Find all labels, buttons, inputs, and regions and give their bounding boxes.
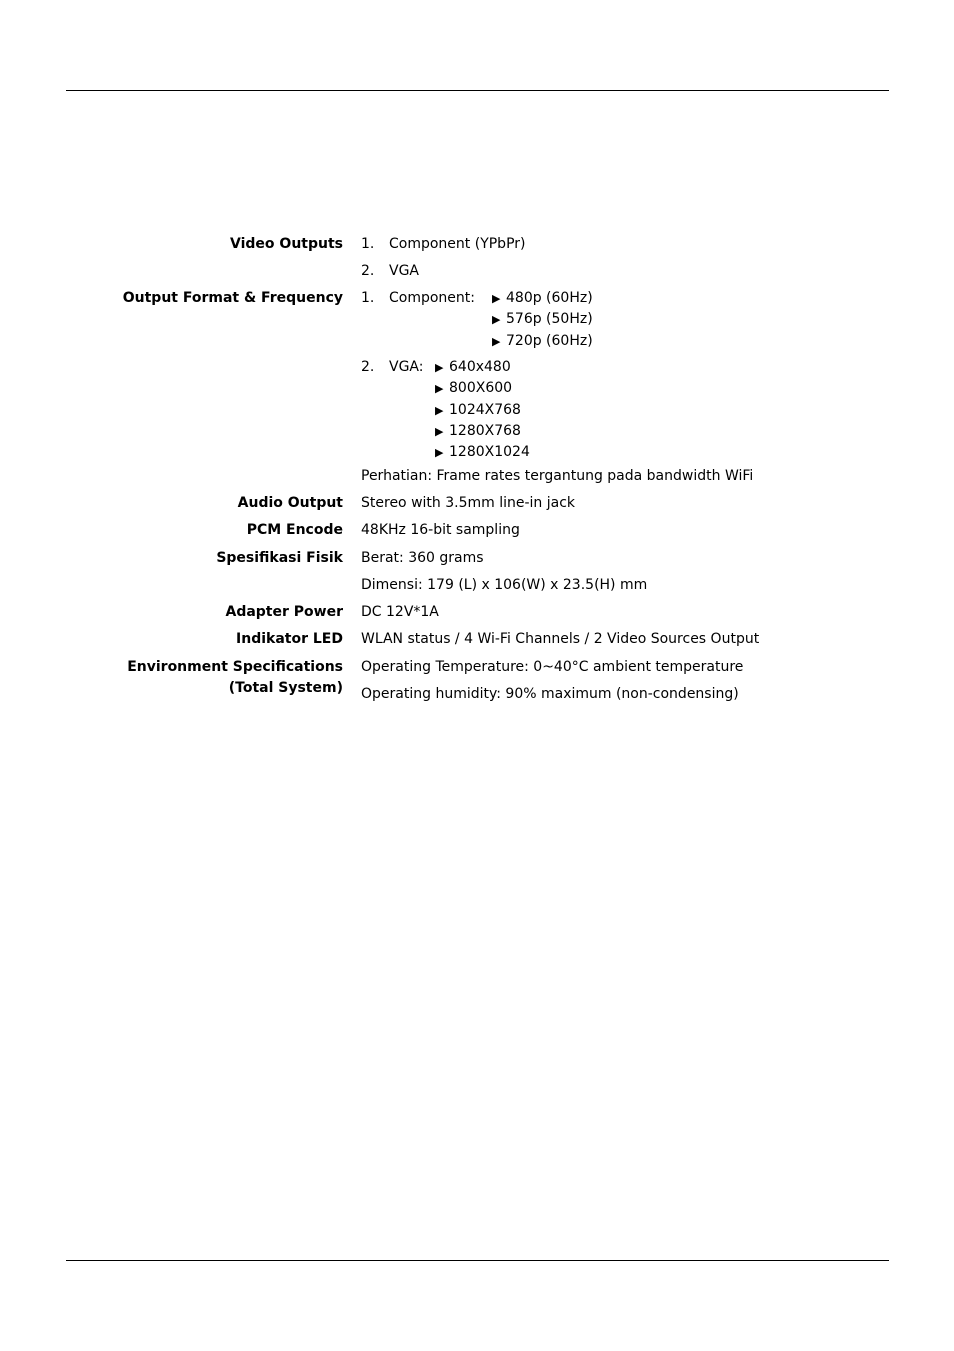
environment-label-line2: (Total System) [228, 680, 343, 696]
triangle-right-icon: ▶ [492, 313, 501, 327]
header-rule [66, 90, 889, 91]
indikator-led-value: WLAN status / 4 Wi-Fi Channels / 2 Video Sources Output [361, 631, 760, 647]
dimensi-value: Dimensi: 179 (L) x 106(W) x 23.5(H) mm [361, 577, 648, 593]
list-item: ▶ 576p (50Hz) [492, 309, 593, 330]
output-format-label: Output Format & Frequency [122, 290, 343, 306]
audio-output-value: Stereo with 3.5mm line-in jack [361, 495, 576, 511]
frame-rate-note: Perhatian: Frame rates tergantung pada bandwidth WiFi [361, 468, 754, 484]
operating-humidity-value: Operating humidity: 90% maximum (non-condensing) [361, 686, 739, 702]
triangle-right-icon: ▶ [492, 334, 501, 348]
list-item: ▶ 720p (60Hz) [492, 331, 593, 352]
triangle-right-icon: ▶ [435, 446, 444, 460]
triangle-right-icon: ▶ [492, 292, 501, 305]
triangle-right-icon: ▶ [435, 382, 444, 396]
list-number: 1. [361, 236, 375, 252]
environment-label-line1: Environment Specifications [127, 659, 343, 675]
video-output-text: Component (YPbPr) [389, 236, 526, 252]
triangle-right-icon: ▶ [435, 361, 444, 374]
list-item: ▶ 1280X768 [435, 421, 530, 442]
list-item: ▶ 800X600 [435, 378, 530, 399]
audio-output-label: Audio Output [237, 495, 343, 511]
spesifikasi-fisik-label: Spesifikasi Fisik [216, 550, 343, 566]
berat-value: Berat: 360 grams [361, 550, 484, 566]
component-options [492, 288, 593, 352]
video-output-item-2 [361, 261, 419, 282]
component-format [361, 288, 475, 309]
indikator-led-label: Indikator LED [236, 631, 343, 647]
vga-options [435, 357, 530, 463]
adapter-power-label: Adapter Power [225, 604, 343, 620]
list-item: ▶ 480p (60Hz) [492, 288, 593, 309]
pcm-encode-label: PCM Encode [246, 522, 343, 538]
vga-format [361, 357, 423, 378]
triangle-right-icon: ▶ [435, 403, 444, 417]
vga-format-text: VGA: [389, 359, 424, 375]
footer-rule [66, 1260, 889, 1261]
list-item: ▶ 640x480 [435, 357, 530, 378]
list-item: ▶ 1024X768 [435, 400, 530, 421]
video-output-text: VGA [389, 263, 420, 279]
pcm-encode-value: 48KHz 16-bit sampling [361, 522, 520, 538]
list-number: 1. [361, 290, 375, 306]
triangle-right-icon: ▶ [435, 424, 444, 438]
list-number: 2. [361, 359, 375, 375]
video-output-item-1 [361, 234, 526, 255]
video-outputs-label: Video Outputs [230, 236, 343, 252]
component-format-text: Component: [389, 290, 475, 306]
list-number: 2. [361, 263, 375, 279]
list-item: ▶ 1280X1024 [435, 442, 530, 463]
operating-temperature-value: Operating Temperature: 0~40°C ambient temperature [361, 659, 744, 675]
adapter-power-value: DC 12V*1A [361, 604, 439, 620]
